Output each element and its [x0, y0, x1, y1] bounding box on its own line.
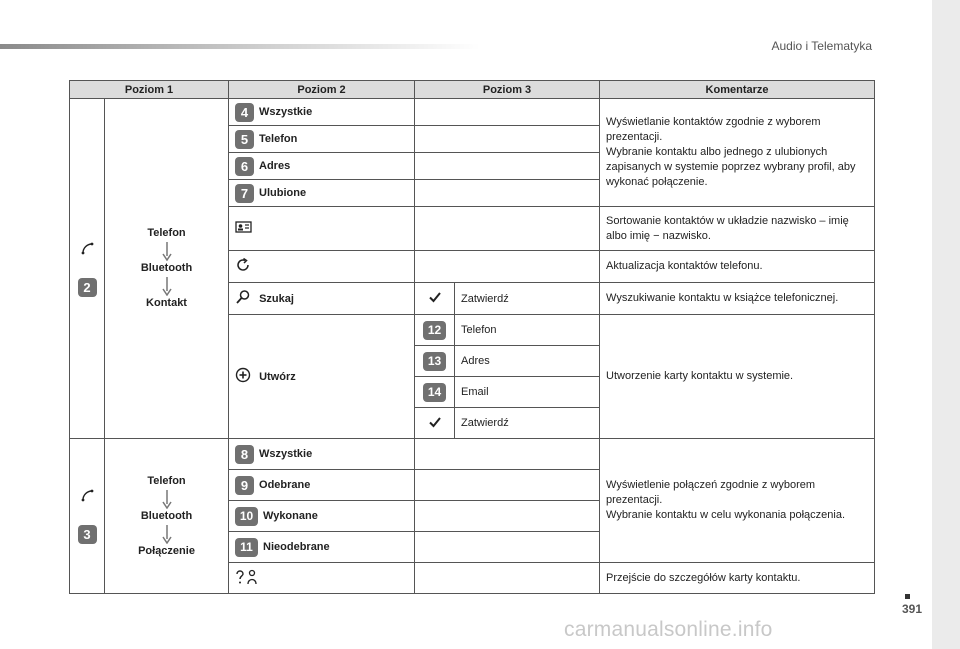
level3-cell [415, 180, 600, 207]
level2-label: Szukaj [259, 292, 294, 305]
reference-badge: 6 [235, 157, 254, 176]
level2-cell [229, 470, 415, 501]
arrow-down-icon [105, 524, 228, 544]
nav-step: Połączenie [138, 544, 195, 557]
nav-step: Telefon [147, 474, 186, 487]
reference-badge: 14 [423, 383, 446, 402]
level3-badge-cell [415, 346, 455, 377]
level3-cell [415, 99, 600, 126]
table-header-row [70, 81, 875, 99]
level2-label: Adres [259, 160, 291, 172]
reference-badge: 5 [235, 130, 254, 149]
level3-cell [415, 501, 600, 532]
nav-step: Bluetooth [140, 509, 193, 522]
level3-cell [415, 126, 600, 153]
navigation-path [105, 99, 229, 439]
level3-cell [415, 532, 600, 563]
reference-badge: 13 [423, 352, 446, 371]
comment-line: Wybranie kontaktu albo jednego z ulubionych zapisanych w systemie poprzez wybrany profil, aby wykonać połączenie. [606, 146, 856, 188]
reference-badge: 12 [423, 321, 446, 340]
level3-cell [415, 439, 600, 470]
level3-cell [415, 251, 600, 283]
comment-cell: Sortowanie kontaktów w układzie nazwisko – imię albo imię − nazwisko. [600, 207, 875, 251]
nav-step: Telefon [147, 227, 186, 239]
watermark: carmanualsonline.info [564, 618, 773, 641]
level2-label: Wykonane [263, 510, 318, 522]
checkmark-icon [429, 416, 441, 431]
level3-cell [415, 207, 600, 251]
level2-label: Utwórz [259, 370, 296, 383]
phone-handset-icon [80, 488, 94, 505]
level2-cell [229, 251, 415, 283]
level2-cell [229, 180, 415, 207]
comment-cell: Przejście do szczegółów karty kontaktu. [600, 563, 875, 594]
level3-icon-cell [415, 408, 455, 439]
reference-badge: 10 [235, 507, 258, 526]
level2-cell [229, 439, 415, 470]
level3-cell [415, 153, 600, 180]
reference-badge: 4 [235, 103, 254, 122]
level2-cell [229, 126, 415, 153]
table-row [70, 99, 875, 126]
page-number: 391 [901, 602, 922, 616]
arrow-down-icon [105, 241, 228, 261]
level3-badge-cell [415, 377, 455, 408]
section-title: Audio i Telematyka [771, 39, 872, 53]
page-marker [905, 594, 910, 599]
level2-label: Telefon [259, 133, 298, 145]
level3-icon-cell [415, 283, 455, 315]
reference-badge: 3 [78, 525, 97, 544]
level3-badge-cell [415, 315, 455, 346]
arrow-down-icon [105, 489, 228, 509]
level2-cell [229, 207, 415, 251]
comment-line: Wyświetlenie połączeń zgodnie z wyborem prezentacji. [606, 479, 816, 506]
level2-label: Wszystkie [259, 448, 313, 460]
column-header: Poziom 2 [229, 81, 415, 99]
reference-badge: 11 [235, 538, 258, 557]
comment-line: Wyświetlanie kontaktów zgodnie z wyborem prezentacji. [606, 116, 821, 143]
navigation-path [105, 439, 229, 594]
menu-table [69, 80, 875, 594]
nav-step: Kontakt [146, 297, 187, 309]
phone-handset-icon [80, 241, 94, 258]
level2-label: Wszystkie [259, 106, 313, 118]
nav-step: Bluetooth [140, 262, 193, 274]
level1-icon-cell [70, 439, 105, 594]
reference-badge: 7 [235, 184, 254, 203]
level2-cell [229, 153, 415, 180]
level2-cell [229, 99, 415, 126]
column-header: Komentarze [600, 81, 875, 99]
level2-cell [229, 563, 415, 594]
contact-card-icon [235, 220, 253, 237]
level2-label: Odebrane [259, 479, 311, 491]
level3-cell: Zatwierdź [455, 408, 600, 439]
level2-cell [229, 501, 415, 532]
column-header: Poziom 3 [415, 81, 600, 99]
level3-cell: Telefon [455, 315, 600, 346]
comment-cell: Utworzenie karty kontaktu w systemie. [600, 315, 875, 439]
add-icon [235, 367, 251, 386]
reference-badge: 9 [235, 476, 254, 495]
level2-cell [229, 283, 415, 315]
level1-icon-cell [70, 99, 105, 439]
arrow-down-icon [105, 276, 228, 296]
column-header: Poziom 1 [70, 81, 229, 99]
header-gradient-bar [0, 44, 480, 49]
comment-cell: Wyszukiwanie kontaktu w książce telefonicznej. [600, 283, 875, 315]
level3-cell [415, 470, 600, 501]
comment-cell: Aktualizacja kontaktów telefonu. [600, 251, 875, 283]
side-strip [932, 0, 960, 649]
level2-cell [229, 315, 415, 439]
details-icon [235, 569, 261, 588]
level3-cell [415, 563, 600, 594]
checkmark-icon [429, 291, 441, 306]
comment-cell [600, 439, 875, 563]
level2-label: Nieodebrane [263, 541, 330, 553]
comment-line: Wybranie kontaktu w celu wykonania połączenia. [606, 509, 846, 521]
reference-badge: 2 [78, 278, 97, 297]
level3-cell: Adres [455, 346, 600, 377]
refresh-icon [235, 257, 251, 276]
table-row [70, 439, 875, 470]
reference-badge: 8 [235, 445, 254, 464]
comment-cell [600, 99, 875, 207]
level2-label: Ulubione [259, 187, 307, 199]
level2-cell [229, 532, 415, 563]
level3-cell: Email [455, 377, 600, 408]
level3-cell: Zatwierdź [455, 283, 600, 315]
search-icon [235, 289, 251, 308]
